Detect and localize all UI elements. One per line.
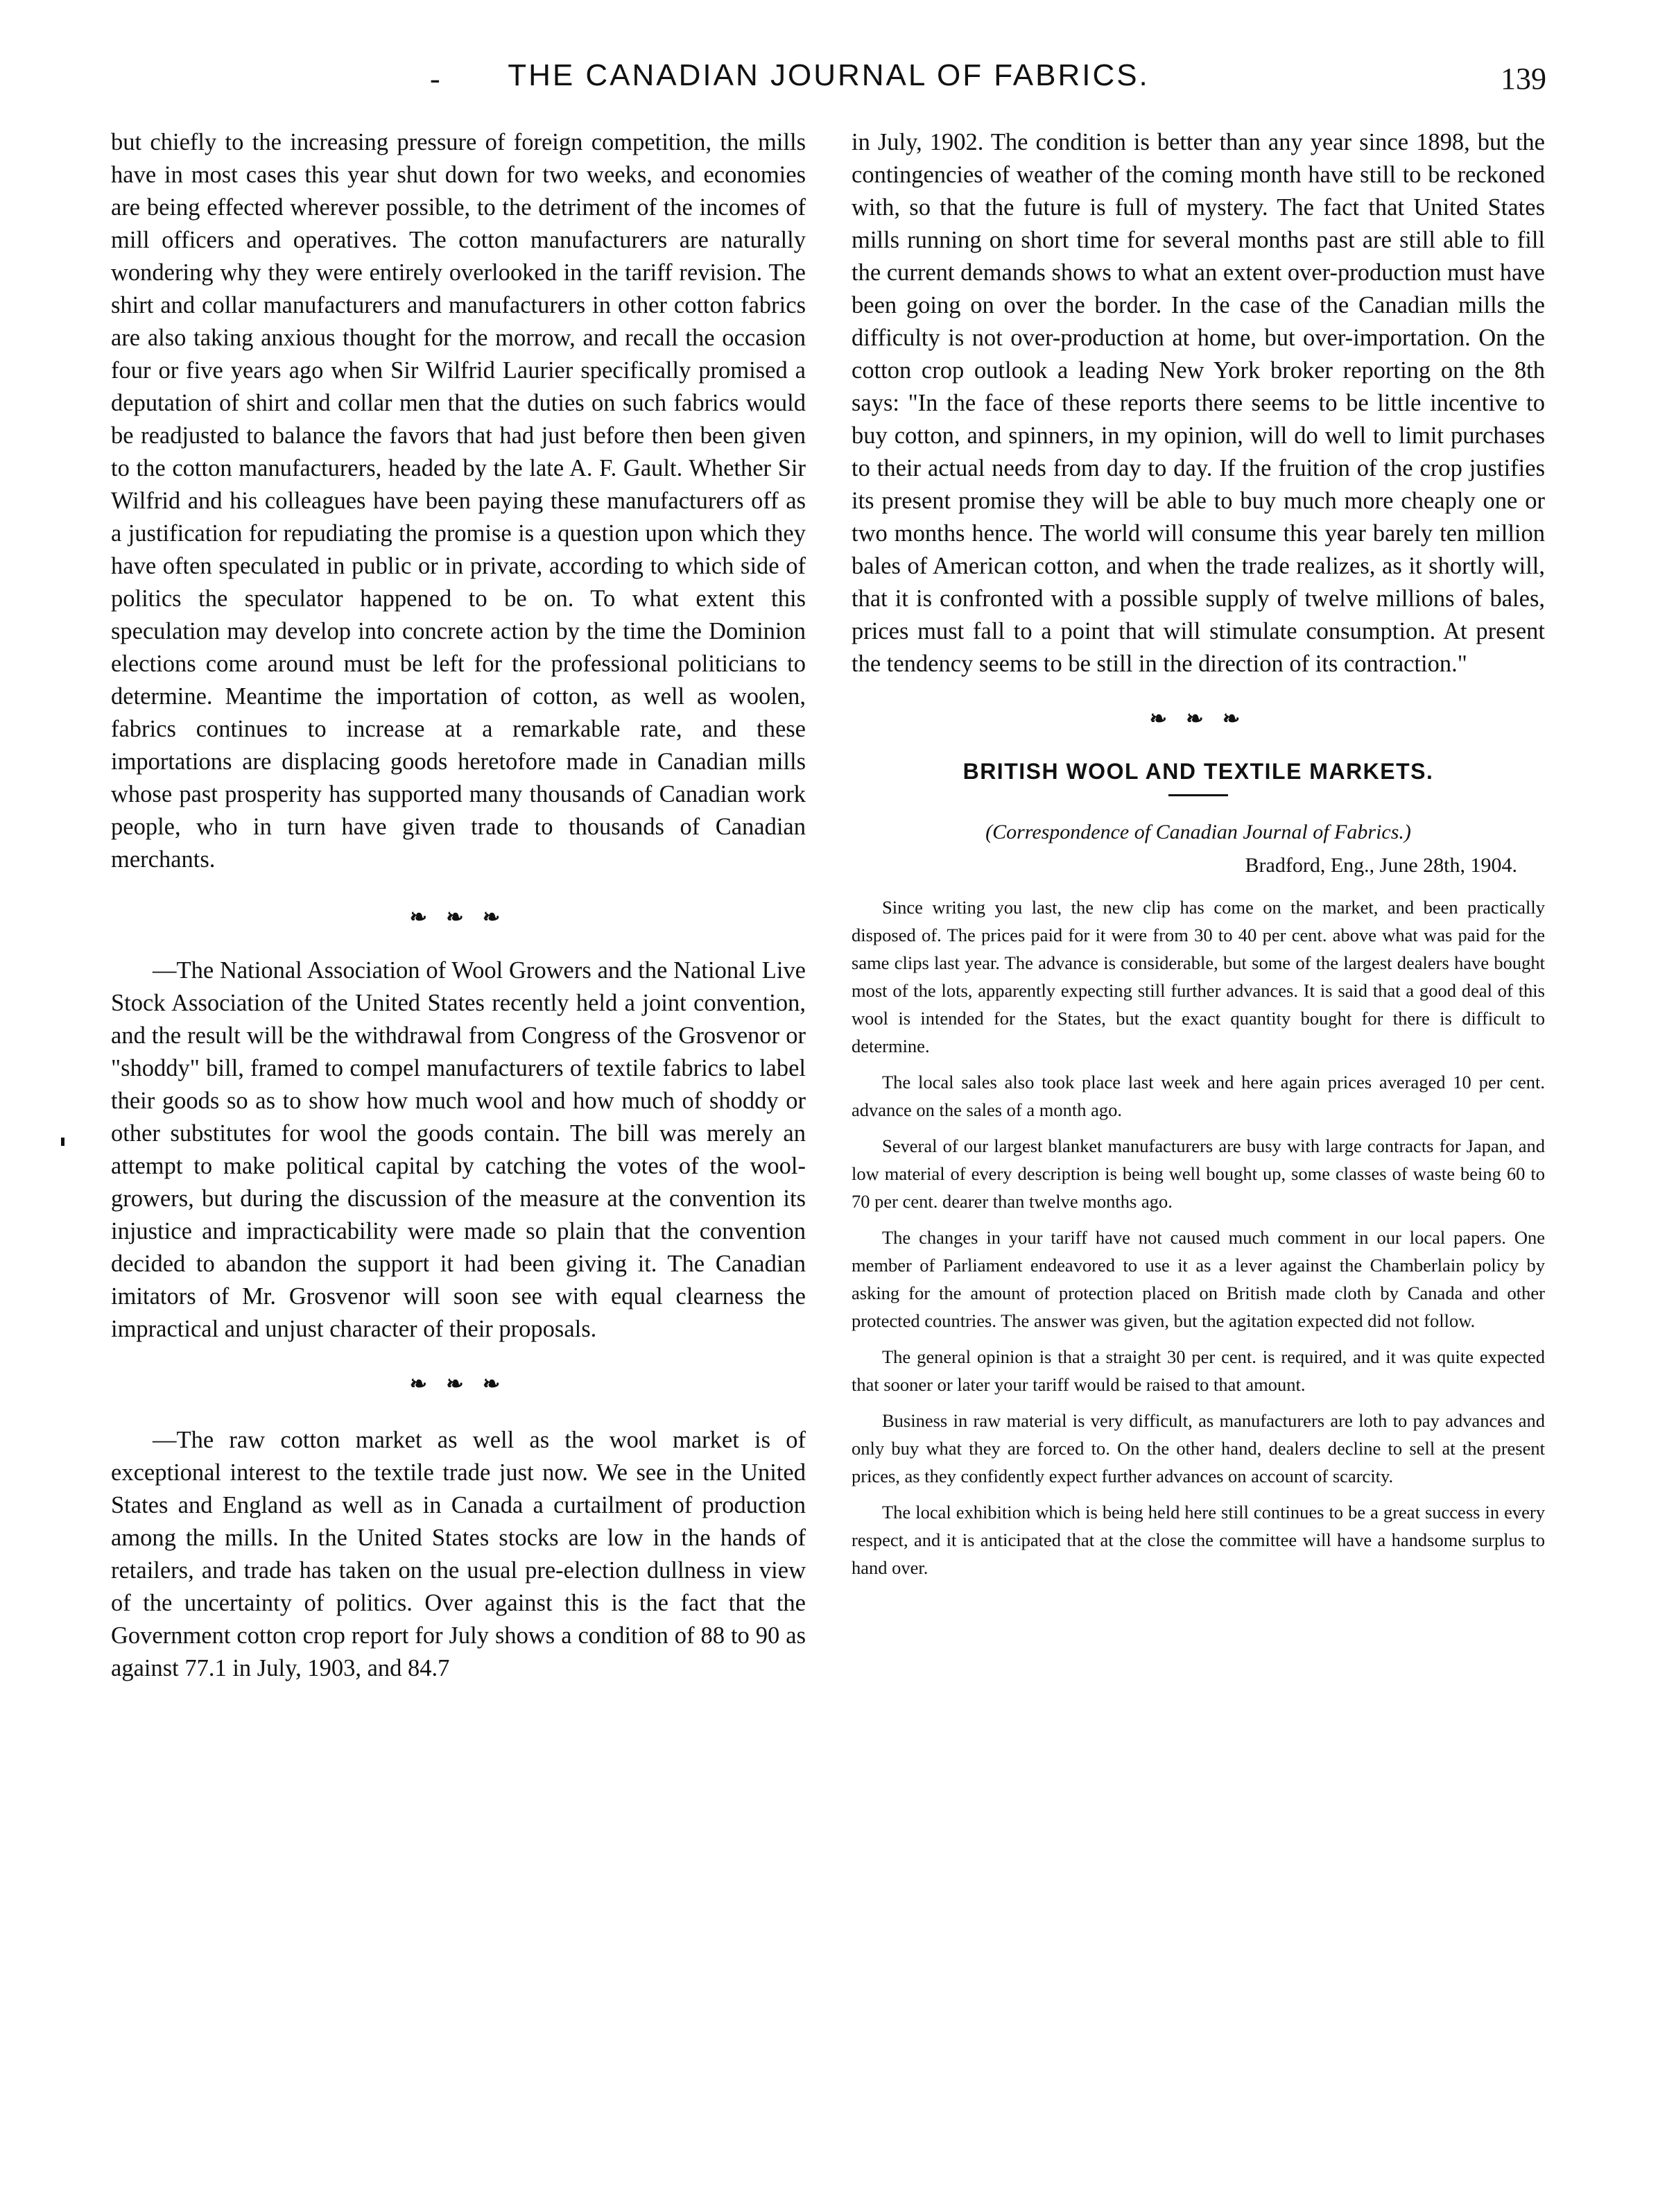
tariff-paragraph: but chiefly to the increasing pressure of foreign competition, the mills have in most cases this year shut down for two weeks, and economies are being effected wherever possible, to the detriment of the incomes of mill officers and operatives. The cotton manufacturers are naturally wondering why they were entirely overlooked in the tariff revision. The shirt and collar manufacturers and manufacturers in other cotton fabrics are also taking anxious thought for the morrow, and recall the occasion four or five years ago when Sir Wilfrid Laurier specifically promised a deputation of shirt and collar men that the duties on such fabrics would be readjusted to balance the favors that had just before then been given to the cotton manufacturers, headed by the late A. F. Gault. Whether Sir Wilfrid and his colleagues have been paying these manufacturers off as a justification for repudiating the promise is a question upon which they have often speculated in public or in private, according to which side of politics the speculator happened to be on. To what extent this speculation may develop into concrete action by the time the Dominion elections come around must be left for the professional politicians to determine. Meantime the importation of cotton, as well as woolen, fabrics continues to increase at a remarkable rate, and these importations are displacing goods heretofore made in Canadian mills whose past prosperity has supported many thousands of Canadian work people, who in turn have given trade to thousands of Canadian merchants.: [111, 129, 806, 873]
journal-title: THE CANADIAN JOURNAL OF FABRICS.: [508, 58, 1150, 92]
letter-paragraph: The local exhibition which is being held here still continues to be a great success in every respect, and it is anticipated that at the close the committee will have a handsome surplus to hand over.: [852, 1502, 1545, 1578]
letter-paragraph: The general opinion is that a straight 30 per cent. is required, and it was quite expected that sooner or later your tariff would be raised to that amount.: [852, 1346, 1545, 1395]
dateline: Bradford, Eng., June 28th, 1904.: [1245, 854, 1517, 877]
letter-paragraph: Since writing you last, the new clip has come on the market, and been practically disposed of. The prices paid for it were from 30 to 40 per cent. above what was paid for the same clips last year. The advance is considerable, but some of the largest dealers have bought most of the lots, apparently expecting still further advances. It is said that a good deal of this wool is intended for the States, but the exact quantity bought for there is difficult to determine.: [852, 897, 1545, 1056]
cotton-continuation-paragraph: in July, 1902. The condition is better than any year since 1898, but the contingencies of weather of the coming month have still to be reckoned with, so that the future is full of mystery. The fact that United States mills running on short time for several months past are still able to fill the current demands shows to what an extent over-production must have been going on over the border. In the case of the Canadian mills the difficulty is not over-production at home, but over-importation. On the cotton crop outlook a leading New York broker reporting on the 8th says: "In the face of these reports there seems to be little incentive to buy cotton, and spinners, in my opinion, will do well to limit purchases to their actual needs from day to day. If the fruition of the crop justifies its present promise they will be able to buy much more cheaply one or two months hence. The world will consume this year barely ten million bales of American cotton, and when the trade realizes, as it shortly will, that it is confronted with a possible supply of twelve millions of bales, prices must fall to a point that will stimulate consumption. At present the tendency seems to be still in the direction of its contraction.": [852, 129, 1545, 677]
running-head: [111, 58, 1546, 107]
section-title: BRITISH WOOL AND TEXTILE MARKETS.: [962, 759, 1434, 784]
page-number: 139: [1501, 62, 1546, 96]
margin-mark: [61, 1138, 64, 1146]
section-separator-icon: ❧ ❧ ❧: [409, 906, 508, 929]
raw-cotton-paragraph: —The raw cotton market as well as the wool market is of exceptional interest to the textile trade just now. We see in the United States and England as well as in Canada a curtailment of production among the mills. In the United States stocks are low in the hands of retailers, and trade has taken on the usual pre-election dullness in view of the uncertainty of politics. Over against this is the fact that the Government cotton crop report for July shows a condition of 88 to 90 as against 77.1 in July, 1903, and 84.7: [111, 1427, 806, 1681]
header-dash: -: [430, 62, 440, 96]
correspondence-line: (Correspondence of Canadian Journal of Fabrics.): [985, 821, 1411, 843]
left-column: [111, 126, 806, 1685]
wool-growers-paragraph: —The National Association of Wool Growers and the National Live Stock Association of the United States recently held a joint convention, and the result will be the withdrawal from Congress of the Grosvenor or "shoddy" bill, framed to compel manufacturers of textile fabrics to label their goods so as to show how much wool and how much of shoddy or other substitutes for wool the goods contain. The bill was merely an attempt to make political capital by catching the votes of the wool-growers, but during the discussion of the measure at the convention its injustice and impracticability were made so plain that the convention decided to abandon the support it had been giving it. The Canadian imitators of Mr. Grosvenor will soon see with equal clearness the impractical and unjust character of their proposals.: [111, 957, 806, 1342]
letter-paragraph: Several of our largest blanket manufacturers are busy with large contracts for Japan, and low material of every description is being well bought up, some classes of waste being 60 to 70 per cent. dearer than twelve months ago.: [852, 1135, 1545, 1212]
letter-paragraph: Business in raw material is very difficult, as manufacturers are loth to pay advances and only buy what they are forced to. On the other hand, dealers decline to sell at the present prices, as they confidently expect further advances on account of scarcity.: [852, 1410, 1545, 1486]
title-rule: [1168, 794, 1228, 796]
section-separator-icon: ❧ ❧ ❧: [409, 1373, 508, 1396]
section-separator-icon: ❧ ❧ ❧: [1149, 708, 1247, 730]
letter-paragraph: The local sales also took place last week and here again prices averaged 10 per cent. advance on the sales of a month ago.: [852, 1072, 1545, 1120]
right-column: [852, 126, 1545, 1590]
letter-paragraph: The changes in your tariff have not caused much comment in our local papers. One member of Parliament endeavored to use it as a lever against the Chamberlain policy by asking for the amount of protection placed on British made cloth by Canada and other protected countries. The answer was given, but the agitation expected did not follow.: [852, 1227, 1545, 1331]
